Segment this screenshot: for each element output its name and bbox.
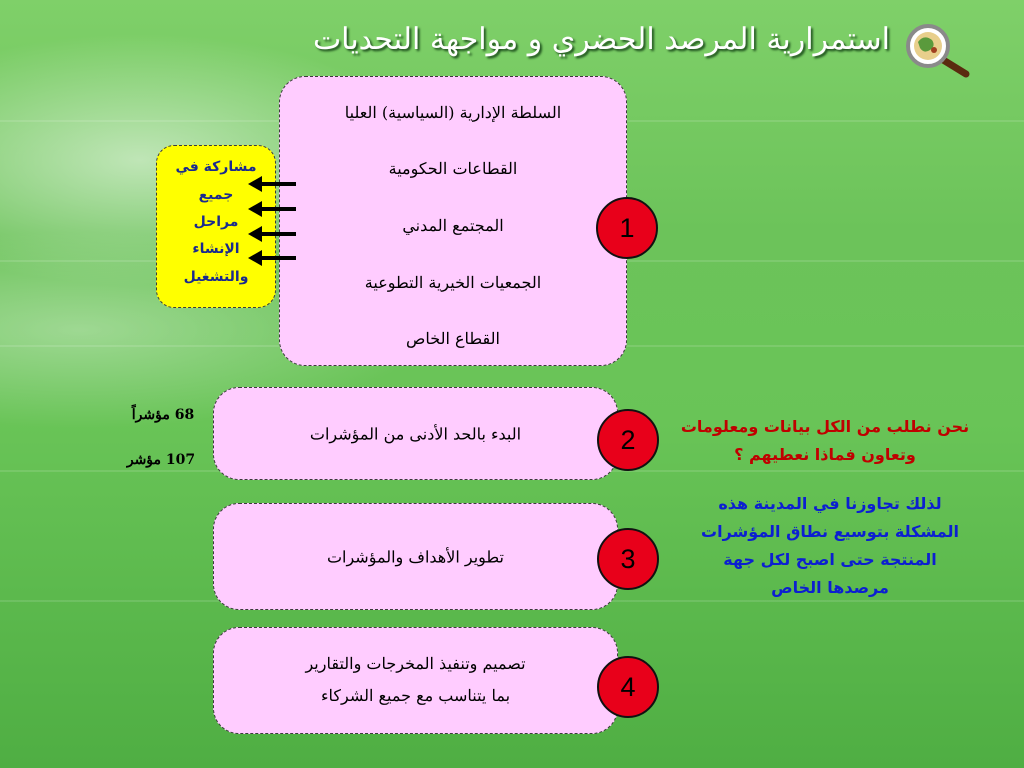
step-4-text-line1: تصميم وتنفيذ المخرجات والتقارير: [305, 654, 526, 673]
solution-note-line: المشكلة بتوسيع نطاق المؤشرات: [701, 522, 959, 541]
solution-note: [680, 490, 980, 602]
solution-note-line: لذلك تجاوزنا في المدينة هذه: [718, 494, 942, 513]
solution-note-line: مرصدها الخاص: [771, 578, 889, 597]
stakeholder-item: السلطة الإدارية (السياسية) العليا: [344, 103, 562, 122]
slide-title: استمرارية المرصد الحضري و مواجهة التحديات: [312, 22, 890, 57]
step-number-4: 4: [597, 656, 659, 718]
step-3-box: [213, 503, 618, 610]
request-note-line: وتعاون فماذا نعطيهم ؟: [734, 445, 916, 464]
participation-line: مراحل: [193, 214, 239, 230]
left-arrow-icon: [248, 176, 296, 192]
left-arrow-icon: [248, 201, 296, 217]
step-number-2: 2: [597, 409, 659, 471]
step-4-text-line2: بما يتناسب مع جميع الشركاء: [320, 686, 511, 705]
participation-line: جميع: [198, 187, 234, 203]
stakeholder-item: القطاع الخاص: [406, 329, 500, 348]
stakeholders-box: [279, 76, 627, 366]
participation-line: الإنشاء: [192, 241, 240, 257]
left-arrow-icon: [248, 226, 296, 242]
step-3-text: تطوير الأهداف والمؤشرات: [326, 547, 505, 566]
stakeholder-item: الجمعيات الخيرية التطوعية: [364, 273, 542, 292]
stakeholder-item: القطاعات الحكومية: [388, 159, 518, 178]
indicator-count-initial: 68 مؤشراً: [131, 407, 195, 423]
step-4-box: [213, 627, 618, 734]
solution-note-line: المنتجة حتى اصبح لكل جهة: [723, 550, 937, 569]
indicator-count-expanded: 107 مؤشر: [126, 452, 196, 468]
left-arrow-icon: [248, 250, 296, 266]
step-number-3: 3: [597, 528, 659, 590]
participation-line: مشاركة في: [175, 159, 257, 175]
participation-line: والتشغيل: [183, 269, 249, 285]
magnifier-globe-icon: [902, 22, 972, 80]
step-2-text: البدء بالحد الأدنى من المؤشرات: [309, 424, 522, 443]
request-note: [660, 413, 990, 469]
stakeholder-item: المجتمع المدني: [402, 216, 504, 235]
step-number-1: 1: [596, 197, 658, 259]
request-note-line: نحن نطلب من الكل بيانات ومعلومات: [680, 417, 970, 436]
step-2-box: [213, 387, 618, 480]
